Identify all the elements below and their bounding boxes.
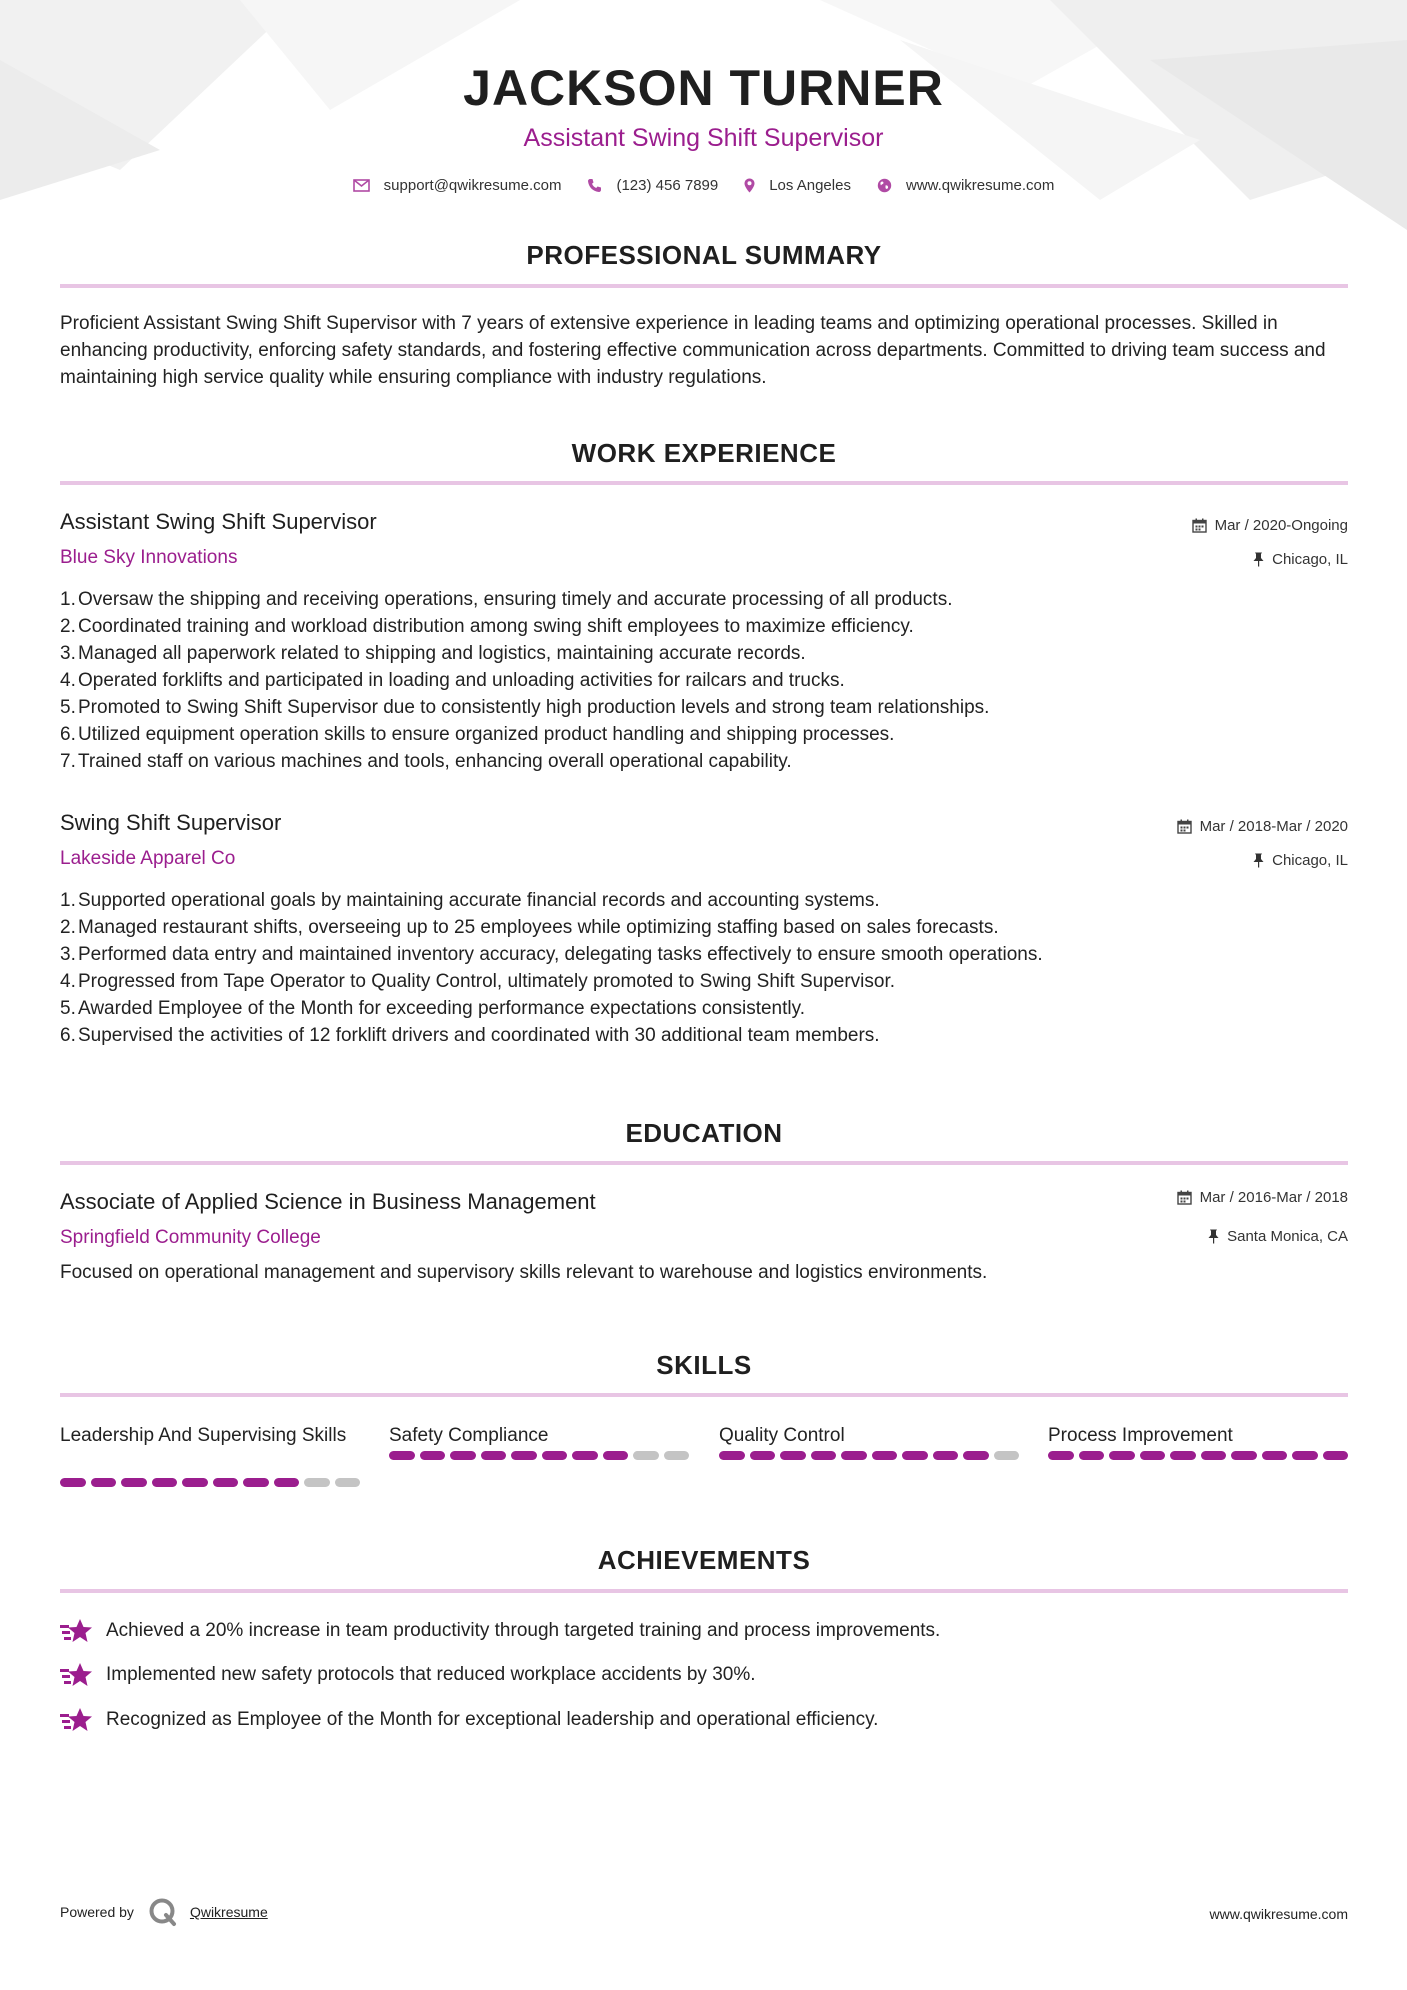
skill-dot-filled bbox=[1201, 1451, 1227, 1460]
school-name: Springfield Community College bbox=[60, 1227, 321, 1248]
education-location-text: Santa Monica, CA bbox=[1227, 1228, 1348, 1245]
skill-dot-filled bbox=[572, 1451, 598, 1460]
skill-dot-filled bbox=[60, 1478, 86, 1487]
skill-dot-filled bbox=[719, 1451, 745, 1460]
qwikresume-link[interactable]: Qwikresume bbox=[189, 1904, 268, 1920]
summary-text: Proficient Assistant Swing Shift Supervisor with 7 years of extensive experience in leading teams and optimizing operational processes. Skilled in enhancing productivity, enforcing safety standards, and fostering effective communication across departments. Committed to driving team success and maintaining high service quality while ensuring compliance with industry regulations. bbox=[60, 313, 1326, 388]
skill-name: Quality Control bbox=[719, 1425, 845, 1446]
skill-rating bbox=[719, 1451, 1019, 1460]
skill-dot-filled bbox=[1140, 1451, 1166, 1460]
candidate-name: JACKSON TURNER bbox=[463, 60, 944, 116]
list-item: 7. Trained staff on various machines and tools, enhancing overall operational capability. bbox=[60, 748, 1348, 775]
skill-item bbox=[60, 1422, 360, 1487]
list-item-text: Performed data entry and maintained inventory accuracy, delegating tasks effectively to ensure smooth operations. bbox=[78, 944, 1043, 965]
list-item-text: Managed all paperwork related to shipping and logistics, maintaining accurate records. bbox=[78, 643, 806, 664]
experience-heading: WORK EXPERIENCE bbox=[571, 438, 837, 468]
list-item: 3. Performed data entry and maintained inventory accuracy, delegating tasks effectively to ensure smooth operations. bbox=[60, 941, 1348, 968]
achievement-item bbox=[60, 1662, 756, 1688]
achievement-item bbox=[60, 1618, 940, 1644]
pushpin-icon bbox=[1208, 1229, 1219, 1244]
skill-rating bbox=[389, 1451, 689, 1460]
skill-dot-filled bbox=[1170, 1451, 1196, 1460]
skill-dot-empty bbox=[994, 1451, 1020, 1460]
skills-heading: SKILLS bbox=[656, 1350, 752, 1380]
star-icon bbox=[60, 1662, 94, 1688]
skill-dot-filled bbox=[243, 1478, 269, 1487]
list-item-text: Utilized equipment operation skills to ensure organized product handling and shipping processes. bbox=[78, 724, 895, 745]
skill-dot-filled bbox=[1231, 1451, 1257, 1460]
list-item: 5. Promoted to Swing Shift Supervisor due to consistently high production levels and strong team relationships. bbox=[60, 694, 1348, 721]
skill-dot-empty bbox=[633, 1451, 659, 1460]
job-dates-text: Mar / 2020-Ongoing bbox=[1214, 517, 1348, 534]
skill-dot-filled bbox=[603, 1451, 629, 1460]
list-item: 1. Oversaw the shipping and receiving operations, ensuring timely and accurate processing of all products. bbox=[60, 586, 1348, 613]
contact-location bbox=[744, 177, 851, 194]
list-item-text: Supported operational goals by maintaining accurate financial records and accounting systems. bbox=[78, 890, 880, 911]
education-location bbox=[1208, 1228, 1348, 1245]
skill-name: Leadership And Supervising Skills bbox=[60, 1425, 347, 1446]
contact-phone[interactable] bbox=[587, 177, 718, 194]
company-name: Lakeside Apparel Co bbox=[60, 848, 236, 869]
list-item-text: Managed restaurant shifts, overseeing up to 25 employees while optimizing staffing based on sales forecasts. bbox=[78, 917, 999, 938]
skill-dot-empty bbox=[304, 1478, 330, 1487]
job-bullets bbox=[60, 887, 1348, 1049]
job-location bbox=[1253, 551, 1348, 568]
skill-dot-filled bbox=[389, 1451, 415, 1460]
skill-dot-filled bbox=[213, 1478, 239, 1487]
skill-name: Process Improvement bbox=[1048, 1425, 1233, 1446]
list-item-text: Oversaw the shipping and receiving operations, ensuring timely and accurate processing of all products. bbox=[78, 589, 953, 610]
envelope-icon bbox=[353, 179, 370, 192]
job-location bbox=[1253, 852, 1348, 869]
skill-dot-filled bbox=[182, 1478, 208, 1487]
skill-dot-filled bbox=[780, 1451, 806, 1460]
list-item: 3. Managed all paperwork related to shipping and logistics, maintaining accurate records. bbox=[60, 640, 1348, 667]
footer-powered-by bbox=[60, 1897, 268, 1927]
skill-dot-filled bbox=[1079, 1451, 1105, 1460]
achievements-divider bbox=[60, 1589, 1348, 1593]
list-item-text: Awarded Employee of the Month for exceeding performance expectations consistently. bbox=[78, 998, 805, 1019]
education-divider bbox=[60, 1161, 1348, 1165]
job-dates bbox=[1192, 517, 1348, 534]
globe-icon bbox=[877, 178, 892, 193]
pushpin-icon bbox=[1253, 552, 1264, 567]
summary-heading: PROFESSIONAL SUMMARY bbox=[526, 240, 882, 270]
achievement-item bbox=[60, 1707, 878, 1733]
list-item: 2. Managed restaurant shifts, overseeing up to 25 employees while optimizing staffing based on sales forecasts. bbox=[60, 914, 1348, 941]
achievement-text: Achieved a 20% increase in team productivity through targeted training and process improvements. bbox=[106, 1620, 941, 1641]
skill-dot-filled bbox=[121, 1478, 147, 1487]
skill-dot-filled bbox=[750, 1451, 776, 1460]
skill-dot-filled bbox=[841, 1451, 867, 1460]
skill-item bbox=[389, 1422, 689, 1460]
phone-icon bbox=[587, 178, 602, 193]
star-icon bbox=[60, 1707, 94, 1733]
skill-item bbox=[1048, 1422, 1348, 1460]
contact-website-text: www.qwikresume.com bbox=[905, 176, 1055, 194]
list-item-text: Coordinated training and workload distribution among swing shift employees to maximize efficiency. bbox=[78, 616, 914, 637]
map-marker-icon bbox=[744, 178, 755, 193]
achievements-heading: ACHIEVEMENTS bbox=[597, 1545, 811, 1575]
skill-rating bbox=[1048, 1451, 1348, 1460]
contact-phone-text: (123) 456 7899 bbox=[616, 176, 719, 194]
company-name: Blue Sky Innovations bbox=[60, 547, 238, 568]
list-item: 2. Coordinated training and workload distribution among swing shift employees to maximize efficiency. bbox=[60, 613, 1348, 640]
job-title: Swing Shift Supervisor bbox=[60, 810, 282, 835]
list-item-text: Trained staff on various machines and tools, enhancing overall operational capability. bbox=[78, 751, 792, 772]
list-item: 5. Awarded Employee of the Month for exceeding performance expectations consistently. bbox=[60, 995, 1348, 1022]
skill-rating bbox=[60, 1478, 360, 1487]
contact-website[interactable] bbox=[877, 177, 1054, 194]
achievement-text: Implemented new safety protocols that reduced workplace accidents by 30%. bbox=[106, 1664, 756, 1685]
list-item: 1. Supported operational goals by maintaining accurate financial records and accounting systems. bbox=[60, 887, 1348, 914]
skill-dot-filled bbox=[152, 1478, 178, 1487]
list-item: 6. Utilized equipment operation skills to ensure organized product handling and shipping processes. bbox=[60, 721, 1348, 748]
achievement-text: Recognized as Employee of the Month for exceptional leadership and operational efficiency. bbox=[106, 1709, 879, 1730]
skill-dot-filled bbox=[1323, 1451, 1349, 1460]
skill-dot-filled bbox=[963, 1451, 989, 1460]
job-dates-text: Mar / 2018-Mar / 2020 bbox=[1199, 818, 1348, 835]
skill-dot-filled bbox=[872, 1451, 898, 1460]
skill-dot-filled bbox=[481, 1451, 507, 1460]
pushpin-icon bbox=[1253, 853, 1264, 868]
skill-dot-filled bbox=[274, 1478, 300, 1487]
skill-item bbox=[719, 1422, 1019, 1460]
footer-website[interactable]: www.qwikresume.com bbox=[1209, 1906, 1348, 1922]
skill-dot-filled bbox=[1292, 1451, 1318, 1460]
experience-divider bbox=[60, 481, 1348, 485]
skill-dot-filled bbox=[1109, 1451, 1135, 1460]
skill-name: Safety Compliance bbox=[389, 1425, 549, 1446]
skill-dot-filled bbox=[1048, 1451, 1074, 1460]
skill-dot-filled bbox=[511, 1451, 537, 1460]
skill-dot-filled bbox=[811, 1451, 837, 1460]
skills-divider bbox=[60, 1393, 1348, 1397]
list-item-text: Supervised the activities of 12 forklift drivers and coordinated with 30 additional team members. bbox=[78, 1025, 880, 1046]
skill-dot-filled bbox=[542, 1451, 568, 1460]
degree-title: Associate of Applied Science in Business Management bbox=[60, 1189, 596, 1214]
list-item: 6. Supervised the activities of 12 forklift drivers and coordinated with 30 additional team members. bbox=[60, 1022, 1348, 1049]
education-dates bbox=[1177, 1189, 1348, 1206]
list-item-text: Progressed from Tape Operator to Quality Control, ultimately promoted to Swing Shift Supervisor. bbox=[78, 971, 896, 992]
calendar-icon bbox=[1192, 518, 1207, 533]
list-item-text: Promoted to Swing Shift Supervisor due to consistently high production levels and strong team relationships. bbox=[78, 697, 990, 718]
list-item-text: Operated forklifts and participated in loading and unloading activities for railcars and trucks. bbox=[78, 670, 845, 691]
skill-dot-filled bbox=[420, 1451, 446, 1460]
contact-bar bbox=[0, 174, 1407, 196]
qwikresume-logo-icon bbox=[148, 1897, 178, 1927]
skill-dot-filled bbox=[933, 1451, 959, 1460]
job-title: Assistant Swing Shift Supervisor bbox=[60, 509, 377, 534]
skill-dot-empty bbox=[664, 1451, 690, 1460]
education-heading: EDUCATION bbox=[625, 1118, 783, 1148]
education-dates-text: Mar / 2016-Mar / 2018 bbox=[1199, 1189, 1348, 1206]
contact-email[interactable] bbox=[353, 177, 562, 194]
job-bullets bbox=[60, 586, 1348, 775]
star-icon bbox=[60, 1618, 94, 1644]
skill-dot-filled bbox=[450, 1451, 476, 1460]
summary-divider bbox=[60, 284, 1348, 288]
job-dates bbox=[1177, 818, 1348, 835]
list-item: 4. Progressed from Tape Operator to Quality Control, ultimately promoted to Swing Shift Supervisor. bbox=[60, 968, 1348, 995]
calendar-icon bbox=[1177, 1190, 1192, 1205]
contact-email-text: support@qwikresume.com bbox=[383, 176, 562, 194]
contact-location-text: Los Angeles bbox=[769, 176, 851, 194]
list-item: 4. Operated forklifts and participated in loading and unloading activities for railcars and trucks. bbox=[60, 667, 1348, 694]
job-location-text: Chicago, IL bbox=[1272, 551, 1348, 568]
education-description: Focused on operational management and supervisory skills relevant to warehouse and logistics environments. bbox=[60, 1262, 988, 1283]
skill-dot-empty bbox=[335, 1478, 361, 1487]
skill-dot-filled bbox=[91, 1478, 117, 1487]
calendar-icon bbox=[1177, 819, 1192, 834]
skill-dot-filled bbox=[902, 1451, 928, 1460]
powered-by-label: Powered by bbox=[60, 1904, 134, 1920]
skill-dot-filled bbox=[1262, 1451, 1288, 1460]
candidate-title: Assistant Swing Shift Supervisor bbox=[523, 124, 884, 152]
job-location-text: Chicago, IL bbox=[1272, 852, 1348, 869]
